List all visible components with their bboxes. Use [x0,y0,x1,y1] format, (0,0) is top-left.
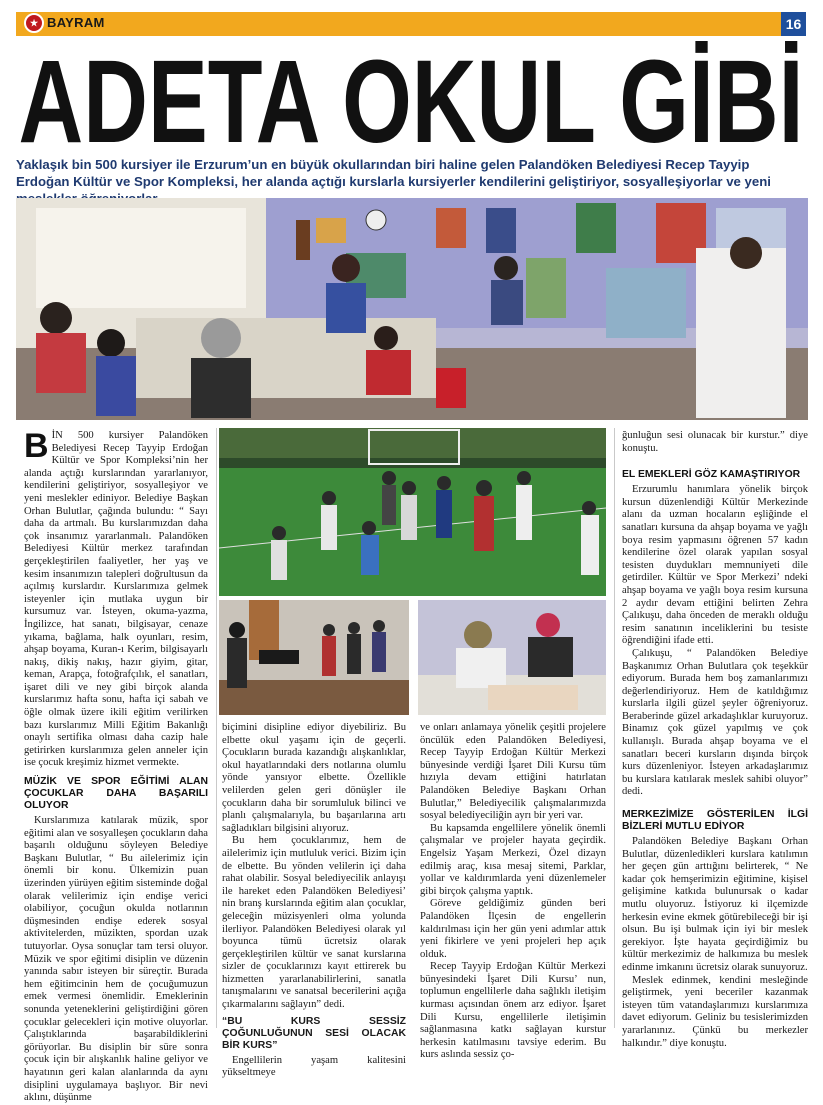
header-bar [16,12,806,36]
body-paragraph: biçimini disipline ediyor diyebiliriz. Bu elbette okul yaşamı için de geçerli. Çocukların burada kazandığı alışkanlıklar, okul hayatlarındaki ders notlarına olumlu yönde yansıyor elbette. Özellikle velilerden gelen geri dönüşler ile çocukların daha bir sorumluluk bilinci ve planlı çalışmalarıyla, bu başarılarına artı sağladıkları bilgisini alıyoruz. [222,722,406,834]
football-field-photo [219,428,606,596]
body-paragraph: Meslek edinmek, kendini mesleğinde geliştirmek, yeni beceriler kazanmak isteyen tüm vatandaşlarımızı kurslarımıza davet ediyorum. Geliniz bu tesislerimizden yararlanınız. Çünkü bu merkezler halkındır.” diye konuştu. [622,974,808,1049]
column-divider [614,428,615,1028]
intro-paragraph: İN 500 kursiyer Palandöken Belediyesi Recep Tayyip Erdoğan Kültür ve Spor Kompleksi’nin her alanda açtığı kurslarından yararlanıyor, kendilerini geliştiriyor, sosyalleşiyor ve yeni meslekler ediniyor. Belediye Başkan Orhan Bulutlar, çağında bulundu: “ Sayı daha da artmalı. Bu kurslarımızdan daha çok insanımız yararlanmalı. Palandöken Belediyesi Kültür merkez tarafından gerçekleştirilen faaliyetler, her yaş ve kesim insanımızın talepleri doğrultusun da açılmış kurslardır. Kurslarımıza gelmek isteyenler için mutlaka uygun bir kursumuz var. İsteyen, okuma-yazma, İngilizce, hat sanatı, bilgisayar, cenaze yıkama, bağlama, halk oyunları, resim, ahşap boyama, Kuran-ı Kerim, bilgisayarlı nakış, dikiş nakış, hazır giyim, gitar, keman, Arapça, fotoğrafçılık, el sanatları, işaret dili ve ney gibi birçok alanda kurslarımız hafta sonu, hafta içi sabah ve öğle olmak üzere ikili eğitim verilirken bazı kurslarımız Milli Eğitim Bakanlığı onaylı sertifika olması daha cazip hale getirirken kurslarımıza gelen anneler için ise çocuk kreşimiz hizmet vermekte. [24,430,208,769]
column-3 [420,722,606,1062]
body-paragraph: Recep Tayyip Erdoğan Kültür Merkezi bünyesindeki İşaret Dili Kursu’ nun, toplumun engellilerle daha sağlıklı iletişim kurması açısından önem arz ediyor. İşaret Dili Kursu, engellilerle iletişimin sağlanmasına katkı sağlayan kurstur herkesin katılmasını tavsiye ederim. Bu kurs aslında sessiz ço- [420,961,606,1061]
article-deck: Yaklaşık bin 500 kursiyer ile Erzurum’un en büyük okullarından biri haline gelen Palandöken Belediyesi Recep Tayyip Erdoğan Kültür ve Spor Kompleksi, her alanda açtığı kurslarla kursiyerler kendilerini geliştiriyor, sosyalleşiyorlar ve yeni [16,157,771,189]
section-label: BAYRAM [47,15,105,30]
subhead-music-sport: MÜZİK VE SPOR EĞİTİMİ ALAN ÇOCUKLAR DAHA BAŞARILI OLUYOR [24,776,208,812]
column-1 [24,427,208,1105]
body-paragraph: Göreve geldiğimiz günden beri Palandöken İlçesin de engellerin kaldırılması için her gün yeni adımlar attık yeni fikirlere ve yeni projeleri hep açık olduk. [420,898,606,960]
body-paragraph: ve onları anlamaya yönelik çeşitli projelere öncülük eden Palandöken Belediyesi, Recep Tayyip Erdoğan Kültür Merkezi bünyesinde verdiği İşaret Dili Kursu tüm hızıyla devam ettiğini hatırlatan Palandöken Belediye Başkanı Orhan Bulutlar,” Belediyecilik çalışmalarımızda sosyal belediyeciliğin ayrı bir yeri var. [420,722,606,822]
painting-class-photo [16,198,808,420]
newspaper-logo-icon: ★ [24,13,44,33]
subhead-handcraft: EL EMEKLERİ GÖZ KAMAŞTIRIYOR [622,469,801,481]
drop-cap: B [24,427,49,465]
body-paragraph: Çalıkuşu, “ Palandöken Belediye Başkanımız Orhan Bulutlara çok teşekkür ediyorum. Burada hem boş zamanlarımızı değerlendiriyoruz. Hem de katıldığımız kurslarla ilgili güzel şeyler öğreniyoruz. Beraberinde güzel arkadaşlıklar kuruyoruz. Binamız çok güzel yapılmış ve çok kullanışlı. Burada ahşap boyama ve el sanatları beceri kursların dışında birçok kurs düzenleniyor. İsteyen arkadaşlarımız bu kurslara katılarak meslek sahibi oluyor” dedi. [622,647,808,798]
headline-text: ADETA OKUL GİBİ [18,38,804,156]
column-4 [622,430,808,1050]
body-paragraph: Kurslarımıza katılarak müzik, spor eğitimi alan ve sosyalleşen çocukların daha başarılı olduğunu söyleyen Belediye Başkanı Bulutlar, “ Bu ailelerimiz için önemli bir konu. Ülkemizin puan üzerinden yürüyen eğitim sisteminde doğal olarak velilerimiz için endişe verici olabiliyor, çocuğun okulda notlarının düşmesinden endişe ederek sosyal aktivitelerden, müzikten, spordan uzak tutuyorlar. Oysa sonuçlar tam tersi oluyor. Müzik ve spor eğitimi disiplin ve düzenin yanında sabır isteyen bir süreçtir. Burada hem eğitimcinin hem de çocuğumuzun emek vermesi önemlidir. Emeklerinin sonunda yeteneklerini geliştirdiğini gören çocuklar gelecekleri için motive oluyorlar. Çalıştıklarında başarabildiklerini görüyorlar. Bu disiplin bir süre sonra çocuk için bir alışkanlık haline geliyor ve hayatının geri kalan alanlarında da aynı disiplini uygulamaya başlıyor. Bir nevi aklını, düşünme [24,815,208,1104]
headline [14,38,809,156]
body-paragraph: ğunluğun sesi olunacak bir kurstur.” diye konuştu. [622,430,808,454]
body-paragraph: Engellilerin yaşam kalitesini yükseltmeye [222,1054,406,1079]
craft-class-photo [418,600,606,715]
page-number: 16 [781,12,806,36]
body-paragraph: Palandöken Belediye Başkanı Orhan Bulutlar, düzenledikleri kurslara katılımın her geçen gün arttığını belirterek, “ Ne kadar çok hemşerimizin eğitimine, kişisel gelişimine katkıda bulunursak o kadar mutlu oluyoruz. İstiyoruz ki ilçemizde herkesin evine ekmek götürebileceği bir işi olsun. Bu işi bulmak için iyi bir meslek gerekiyor. İşte hayata geçirdiğimiz bu kültür merkezimiz de halkımıza bu meslek edinme imkanını ücretsiz olarak sunuyoruz. [622,836,808,973]
body-paragraph: Bu hem çocuklarımız, hem de ailelerimiz için mutluluk verici. Bizim için de elbette. Bu yönden velilerin içi daha rahat olabilir. Sosyal belediyecilik anlayışı ile hareket eden Palandöken Belediyesi’ nin branş kurslarında eğitim alan çocuklar, geleceğin müzisyenleri olma yolunda ilerliyor. Palandöken Belediyesi olarak yıl boyunca tümü ücretsiz olarak gerçekleştirilen kültür ve sanat kurslarına sizler de çocuklarınızı kayıt ettirerek bu hizmetten yararlanabilirlerini, sanatla tanışmalarını ve sanatsal becerilerini açığa çıkarmalarını sağlayın” dedi. [222,835,406,1011]
subhead-center-interest: MERKEZİMİZE GÖSTERİLEN İLGİ BİZLERİ MUTLU EDİYOR [622,809,808,833]
column-divider [216,428,217,1028]
music-class-photo [219,600,409,715]
column-2 [222,722,406,1080]
body-paragraph: Erzurumlu hanımlara yönelik birçok kursun düzenlendiği Kültür Merkezinde alanı da uzman hocaların eşliğinde el sanatları kursuna da ahşap boyama ve yağlı boya resim yapmasını öğrenen 57 kadın kendilerine özel olarak yapılan sosyal tesisten duydukları memnuniyeti dile getirdiler. Kültür ve Spor Merkezi’ ndeki ahşap boyama ve yağlı boya resim kursuna 2 aydır devam ettiğini belirten Zehra Çalıkuşu, daha önceden de meraklı olduğu resim sanatının inceliklerini bu tesiste öğrendiğini ifade etti. [622,484,808,647]
subhead-quote: “BU KURS SESSİZ ÇOĞUNLUĞUNUN SESİ OLACAK BİR KURS” [222,1015,406,1051]
body-paragraph: Bu kapsamda engellilere yönelik önemli çalışmalar ve projeler hayata geçirdik. Engelsiz Yaşam Merkezi, Özel dizayn edilmiş araç, kısa mesaj sitemi, Parklar, yollar ve kaldırımlarda yeni düzenlemeler gibi birçok çalışma yaptık. [420,822,606,897]
